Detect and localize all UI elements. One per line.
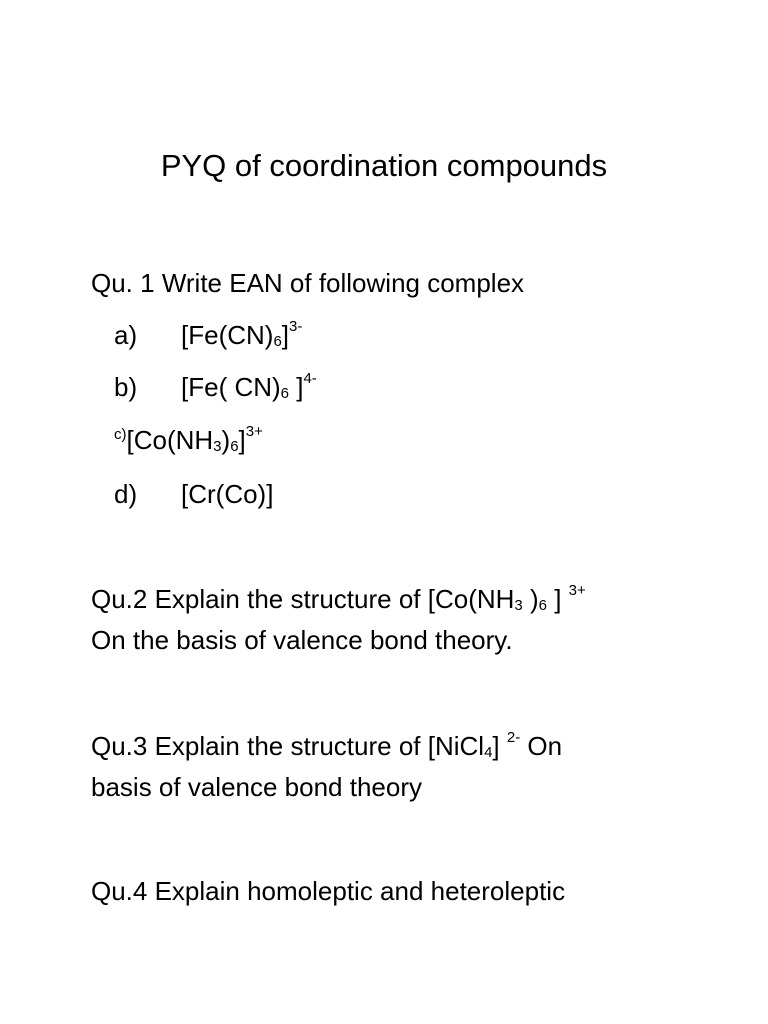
option-formula <box>181 477 273 511</box>
text-run: On <box>520 731 563 761</box>
text-run: Qu.2 Explain the structure of [Co(NH <box>91 584 515 614</box>
question-3-line-2: basis of valence bond theory <box>91 772 422 802</box>
subscript: 4 <box>484 744 493 761</box>
text-run: ] <box>289 372 304 402</box>
superscript: 4- <box>303 370 317 387</box>
text-run: [Co(NH <box>126 425 214 455</box>
option-formula <box>181 318 302 357</box>
text-run: ] <box>281 320 290 350</box>
subscript: 6 <box>230 438 239 455</box>
question-2-line-1 <box>91 582 586 621</box>
question-1-option-c <box>114 423 263 462</box>
superscript: 3- <box>289 318 303 335</box>
option-formula <box>127 423 263 462</box>
question-2-line-2: On the basis of valence bond theory. <box>91 625 513 655</box>
subscript: 3 <box>213 438 222 455</box>
question-1-prompt: Qu. 1 Write EAN of following complex <box>91 268 525 298</box>
subscript: 3 <box>514 597 523 614</box>
question-1-option-d <box>114 477 273 511</box>
question-4-line-1: Qu.4 Explain homoleptic and heteroleptic <box>91 876 566 906</box>
subscript: 6 <box>273 333 282 350</box>
text-run: ) <box>522 584 539 614</box>
subscript: 6 <box>538 597 547 614</box>
option-formula <box>181 370 317 409</box>
option-label: a) <box>114 320 138 350</box>
page-title: PYQ of coordination compounds <box>160 148 608 183</box>
text-run: [Fe(CN) <box>181 320 274 350</box>
text-run: [Fe( CN) <box>181 372 281 402</box>
question-1-option-a <box>114 318 302 357</box>
text-run: ] <box>546 584 569 614</box>
option-label: c) <box>114 426 127 443</box>
option-label: d) <box>114 479 138 509</box>
question-3-line-1 <box>91 729 562 768</box>
superscript: 3+ <box>245 423 263 440</box>
text-run: ] <box>238 425 246 455</box>
text-run: ] <box>492 731 507 761</box>
text-run: ) <box>221 425 231 455</box>
option-label: b) <box>114 372 138 402</box>
superscript: 3+ <box>568 582 586 599</box>
text-run: Qu.3 Explain the structure of [NiCl <box>91 731 485 761</box>
subscript: 6 <box>280 385 290 402</box>
question-1-option-b <box>114 370 317 409</box>
superscript: 2- <box>506 729 521 746</box>
text-run: [Cr(Co)] <box>181 479 274 509</box>
